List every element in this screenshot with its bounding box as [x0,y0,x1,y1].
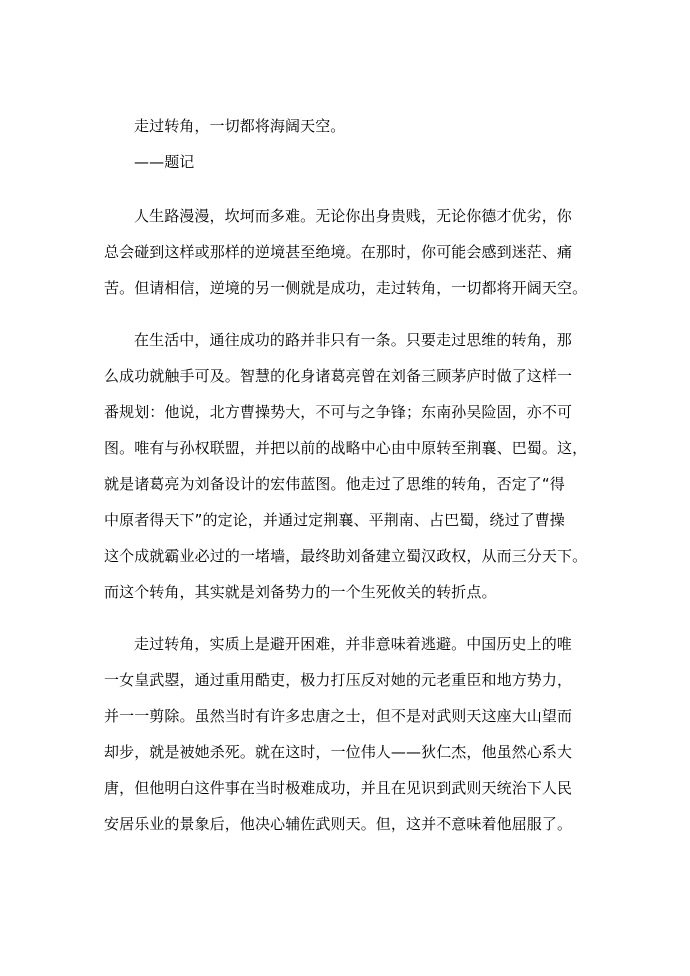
document-body [104,108,588,858]
paragraph-line: 而这个转角，其实就是刘备势力的一个生死攸关的转折点。 [104,583,497,601]
paragraph-line: 唐，但他明白这件事在当时极难成功，并且在见识到武则天统治下人民 [104,779,573,797]
paragraph-line: 却步，就是被她杀死。就在这时，一位伟人——狄仁杰，他虽然心系大 [104,743,573,761]
paragraph-line: 番规划：他说，北方曹操势大，不可与之争锋；东南孙吴险固，亦不可 [104,403,573,421]
paragraph-line: 图。唯有与孙权联盟，并把以前的战略中心由中原转至荆襄、巴蜀。这， [104,439,588,457]
paragraph-line: 走过转角，实质上是避开困难，并非意味着逃避。中国历史上的唯 [134,635,572,653]
paragraph-line: 这个成就霸业必过的一堵墙，最终助刘备建立蜀汉政权，从而三分天下。 [104,547,588,565]
paragraph-line: 么成功就触手可及。智慧的化身诸葛亮曾在刘备三顾茅庐时做了这样一 [104,367,573,385]
paragraph-line: 安居乐业的景象后，他决心辅佐武则天。但，这并不意味着他屈服了。 [104,815,573,833]
paragraph-line: 人生路漫漫，坎坷而多难。无论你出身贵贱，无论你德才优劣，你 [134,207,572,225]
epigraph-quote: 走过转角，一切都将海阔天空。 [134,117,346,135]
paragraph-2 [104,322,588,610]
paragraph-line: 就是诸葛亮为刘备设计的宏伟蓝图。他走过了思维的转角，否定了“得 [104,475,565,493]
paragraph-line: 苦。但请相信，逆境的另一侧就是成功，走过转角，一切都将开阔天空。 [104,279,588,297]
paragraph-line: 中原者得天下”的定论，并通过定荆襄、平荆南、占巴蜀，绕过了曹操 [104,511,565,529]
paragraph-line: 总会碰到这样或那样的逆境甚至绝境。在那时，你可能会感到迷茫、痛 [104,243,573,261]
epigraph [104,108,574,180]
paragraph-line: 并一一剪除。虽然当时有许多忠唐之士，但不是对武则天这座大山望而 [104,707,573,725]
paragraph-line: 在生活中，通往成功的路并非只有一条。只要走过思维的转角，那 [134,331,572,349]
paragraph-line: 一女皇武曌，通过重用酷吏，极力打压反对她的元老重臣和地方势力， [104,671,573,689]
paragraph-1 [104,198,588,306]
paragraph-3 [104,626,574,842]
epigraph-attribution: ——题记 [134,153,195,171]
